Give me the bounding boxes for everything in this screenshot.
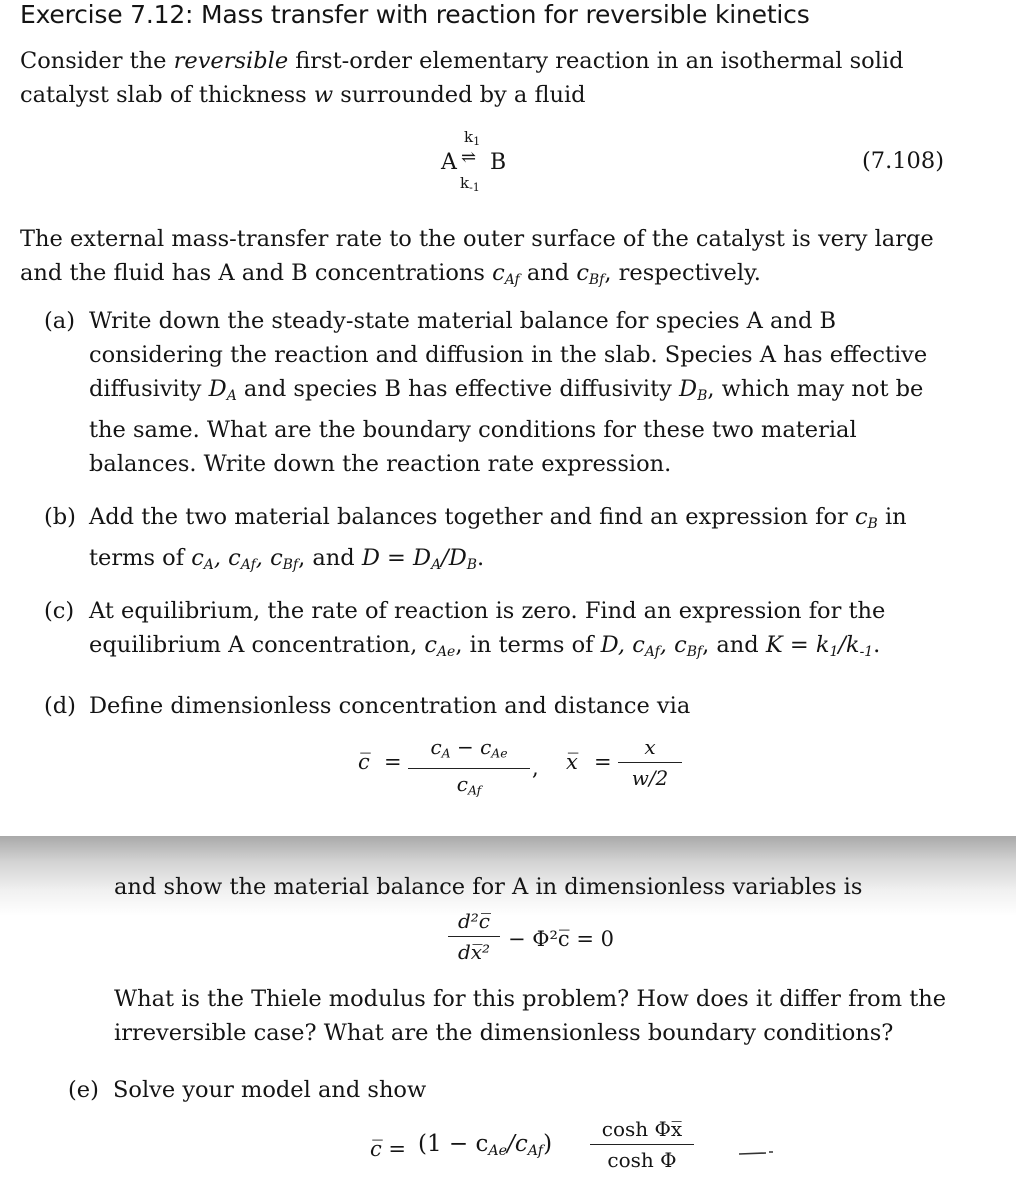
cae-sub: Ae (436, 643, 456, 660)
part-c-text-2: , in terms of (455, 632, 601, 658)
ode-fraction-bar (448, 936, 500, 937)
d-expr-sub-1: A (431, 556, 442, 573)
solution-lhs: c̅ = (370, 1137, 407, 1161)
part-a-text (89, 304, 951, 481)
part-b-text-4: . (477, 544, 485, 571)
part-b-label: (b) (44, 504, 76, 530)
f1-den-c: c (456, 772, 468, 797)
f1-minus: − c (450, 735, 492, 759)
ode-denominator: dx̅² (457, 940, 491, 964)
solution-numerator: cosh Φx̅ (601, 1117, 683, 1141)
end-mark (738, 1150, 774, 1156)
forward-rate-constant (464, 128, 480, 148)
xbar-symbol: x̅ (566, 750, 578, 774)
part-d (44, 689, 954, 725)
solution-fraction-bar (590, 1144, 694, 1145)
sol-paren-close: ) (543, 1131, 553, 1157)
intro-text-3: surrounded by a fluid (333, 82, 586, 108)
definition-comma: , (532, 756, 539, 780)
part-d-text-3: What is the Thiele modulus for this problem? How does it differ from the irreversible case? What are the dimensionless boundary conditions? (114, 986, 947, 1046)
part-e (68, 1073, 948, 1109)
part-b-text-2: in terms of (89, 504, 907, 571)
part-a-text-3: , which may not be the same. What are the boundary conditions for these two material balances. Write down the reaction rate expression. (89, 376, 924, 477)
f1-num-c: c (430, 735, 442, 759)
d-expr: D = D (361, 544, 432, 571)
part-a-label: (a) (44, 308, 75, 334)
xbar-fraction-denominator: w/2 (631, 766, 669, 790)
da-symbol: D (208, 376, 227, 402)
db-symbol: D (679, 376, 698, 402)
cb-sub: B (867, 515, 878, 532)
part-a (44, 304, 954, 477)
intro-text-2: first-order elementary reaction in an isothermal solid catalyst slab of thickness (20, 48, 904, 108)
sol-paren-open: (1 − c (418, 1131, 489, 1157)
f1-den-sub: Af (467, 782, 482, 798)
part-a-text-1: Write down the steady-state material balance for species A and B considering the reaction and diffusion in the slab. Species A has effective diffusivity (89, 308, 928, 402)
part-c-text (89, 594, 951, 669)
external-text-2: and (519, 260, 577, 286)
xbar-fraction-numerator: x (644, 735, 656, 759)
d-expr-mid: /D (441, 544, 467, 571)
part-d-text-1: Define dimensionless concentration and distance via (89, 693, 691, 719)
s1-sub: Af (644, 643, 660, 660)
cbar-fraction-denominator (408, 771, 530, 803)
sep-2: , c (659, 632, 687, 658)
intro-emphasis: reversible (173, 48, 289, 74)
f1-num-sub: A (441, 745, 451, 761)
ode-fraction (448, 908, 500, 965)
exercise-name: Mass transfer with reaction for reversible kinetics (201, 0, 810, 29)
forward-k: k (464, 128, 474, 146)
k-sub-2: -1 (859, 643, 874, 660)
d-expr-sub-2: B (466, 556, 478, 573)
intro-paragraph (20, 44, 960, 112)
reverse-rate-constant (460, 174, 480, 194)
external-text-3: , respectively. (604, 260, 761, 286)
part-d-label: (d) (44, 693, 76, 719)
intro-text-1: Consider the (20, 48, 174, 74)
reverse-k: k (460, 174, 470, 192)
forward-k-sub: 1 (473, 135, 481, 148)
part-d-text-2: and show the material balance for A in dimensionless variables is (114, 874, 863, 900)
solution-paren (418, 1131, 552, 1159)
c-bf-sub: Bf (588, 271, 605, 288)
d-symbol: D (600, 632, 618, 658)
part-c-text-3: , and (702, 632, 766, 658)
reaction-arrow: ⇌ (461, 147, 477, 168)
reaction-species-a: A (441, 150, 457, 175)
part-c-text-1: At equilibrium, the rate of reaction is zero. Find an expression for the equilibrium A concentration, (89, 598, 886, 658)
part-c-text-4: . (873, 632, 881, 658)
k-sub-1: 1 (829, 643, 839, 660)
reverse-k-sub: -1 (469, 181, 480, 194)
cbar-fraction (408, 734, 530, 804)
cbar-fraction-bar (408, 768, 530, 769)
vars-sep-1: , c (213, 544, 241, 571)
vars-sub-1: A (203, 556, 214, 573)
cb-symbol: c (854, 504, 868, 530)
vars-sep-2: , c (255, 544, 283, 571)
cae-symbol: c (424, 632, 437, 658)
cbar-symbol: c̅ (358, 750, 370, 774)
exercise-title (20, 0, 810, 29)
exercise-number: Exercise 7.12: (20, 0, 194, 29)
xbar-fraction (618, 734, 682, 791)
solution-fraction (590, 1116, 694, 1173)
part-c (44, 594, 954, 664)
f1-num-sub-2: Ae (491, 745, 508, 761)
vars-c: c (191, 544, 204, 571)
s2-sub: Bf (686, 643, 703, 660)
k-mid: /k (838, 632, 860, 658)
part-b-text-1: Add the two material balances together and find an expression for (89, 504, 855, 530)
xbar-equals: = (594, 750, 612, 774)
k-expr: K = k (765, 632, 830, 658)
reaction-species-b: B (490, 150, 507, 175)
part-b-text-3: , and (298, 544, 362, 571)
vars-sub-2: Af (240, 556, 256, 573)
part-e-text-1: Solve your model and show (113, 1077, 427, 1103)
solution-denominator: cosh Φ (607, 1148, 677, 1172)
external-paragraph (20, 222, 960, 297)
ode-rest: − Φ²c̅ = 0 (508, 927, 614, 951)
part-e-label: (e) (68, 1077, 99, 1103)
xbar-fraction-bar (618, 762, 682, 763)
external-text-1: The external mass-transfer rate to the outer surface of the catalyst is very large and the fluid has A and B concentrations (20, 226, 934, 286)
sep-1: , c (617, 632, 645, 658)
sol-mid: /c (507, 1131, 528, 1157)
cbar-equals: = (384, 750, 402, 774)
sol-sub-2: Af (527, 1142, 544, 1159)
sol-sub-1: Ae (488, 1142, 508, 1159)
part-c-label: (c) (44, 598, 75, 624)
da-sub: A (226, 387, 237, 404)
part-b-text (89, 500, 951, 582)
db-sub: B (697, 387, 708, 404)
c-bf-symbol: c (576, 260, 589, 286)
part-a-text-2: and species B has effective diffusivity (236, 376, 680, 402)
vars-sub-3: Bf (282, 556, 299, 573)
cbar-fraction-numerator (408, 734, 530, 766)
ode-numerator: d²c̅ (457, 909, 491, 933)
c-af-sub: Af (504, 271, 520, 288)
part-b (44, 500, 954, 573)
intro-w-symbol: w (313, 82, 334, 108)
equation-number: (7.108) (862, 148, 944, 174)
c-af-symbol: c (492, 260, 505, 286)
